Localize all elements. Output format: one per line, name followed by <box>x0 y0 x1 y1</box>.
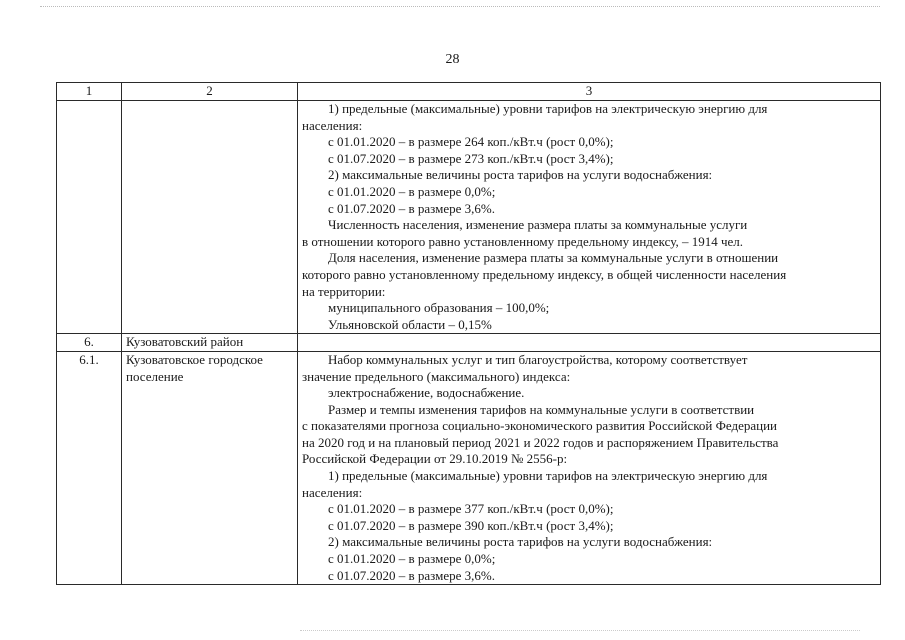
text-line: Ульяновской области – 0,15% <box>328 316 492 332</box>
text-line: Российской Федерации от 29.10.2019 № 2556-р: <box>302 451 568 467</box>
text-line: в отношении которого равно установленному предельному индексу, – 1914 чел. <box>302 233 744 249</box>
scan-edge-top <box>40 6 880 9</box>
row-text-cell <box>298 351 881 584</box>
text-line: с 01.01.2020 – в размере 377 коп./кВт.ч (рост 0,0%); <box>328 501 614 517</box>
text-line: 1) предельные (максимальные) уровни тарифов на электрическую энергию для <box>328 101 768 116</box>
text-line: 2) максимальные величины роста тарифов на услуги водоснабжения: <box>328 167 713 183</box>
text-line: которого равно установленному предельному индексу, в общей численности населения <box>302 266 787 282</box>
text-line: 2) максимальные величины роста тарифов на услуги водоснабжения: <box>328 534 713 550</box>
row-text-cell <box>298 101 881 334</box>
table-row-6 <box>57 334 881 352</box>
text-line: 1) предельные (максимальные) уровни тарифов на электрическую энергию для <box>328 468 768 484</box>
text-line: населения: <box>302 484 363 500</box>
table-header-row <box>57 83 881 101</box>
document-table <box>56 82 881 585</box>
text-line: Размер и темпы изменения тарифов на коммунальные услуги в соответствии <box>328 401 755 417</box>
text-line: с 01.07.2020 – в размере 3,6%. <box>328 567 495 583</box>
text-line: с 01.07.2020 – в размере 3,6%. <box>328 200 495 216</box>
row-number-cell: 6. <box>57 334 122 352</box>
text-line: с 01.07.2020 – в размере 390 коп./кВт.ч (рост 3,4%); <box>328 517 614 533</box>
text-line: населения: <box>302 117 363 133</box>
text-line: с показателями прогноза социально-экономического развития Российской Федерации <box>302 418 777 434</box>
row-6-1-text <box>302 352 876 584</box>
page-number: 28 <box>445 52 460 67</box>
text-line: муниципального образования – 100,0%; <box>328 300 550 316</box>
row-name-cell: Кузоватовский район <box>122 334 298 352</box>
text-line: значение предельного (максимального) индекса: <box>302 368 571 384</box>
text-line: на территории: <box>302 283 386 299</box>
row-number-cell <box>57 101 122 334</box>
text-line: с 01.07.2020 – в размере 273 коп./кВт.ч (рост 3,4%); <box>328 150 614 166</box>
text-line: Численность населения, изменение размера платы за коммунальные услуги <box>328 217 748 233</box>
continuation-text <box>302 101 876 333</box>
text-line: электроснабжение, водоснабжение. <box>328 385 525 401</box>
table-row-6-1 <box>57 351 881 584</box>
row-name-cell <box>122 101 298 334</box>
row-name-cell: Кузоватовское городское поселение <box>122 351 298 584</box>
text-line: Доля населения, изменение размера платы за коммунальные услуги в отношении <box>328 250 779 266</box>
scan-edge-bottom <box>300 630 860 633</box>
table-row-continuation <box>57 101 881 334</box>
text-line: на 2020 год и на плановый период 2021 и 2022 годов и распоряжением Правительства <box>302 434 779 450</box>
text-line: с 01.01.2020 – в размере 0,0%; <box>328 183 496 199</box>
header-cell-1: 1 <box>57 83 122 101</box>
header-cell-2: 2 <box>122 83 298 101</box>
header-cell-3: 3 <box>298 83 881 101</box>
text-line: Набор коммунальных услуг и тип благоустройства, которому соответствует <box>328 351 748 367</box>
text-line: с 01.01.2020 – в размере 0,0%; <box>328 551 496 567</box>
row-number-cell: 6.1. <box>57 351 122 584</box>
row-text-cell <box>298 334 881 352</box>
text-line: с 01.01.2020 – в размере 264 коп./кВт.ч (рост 0,0%); <box>328 134 614 150</box>
